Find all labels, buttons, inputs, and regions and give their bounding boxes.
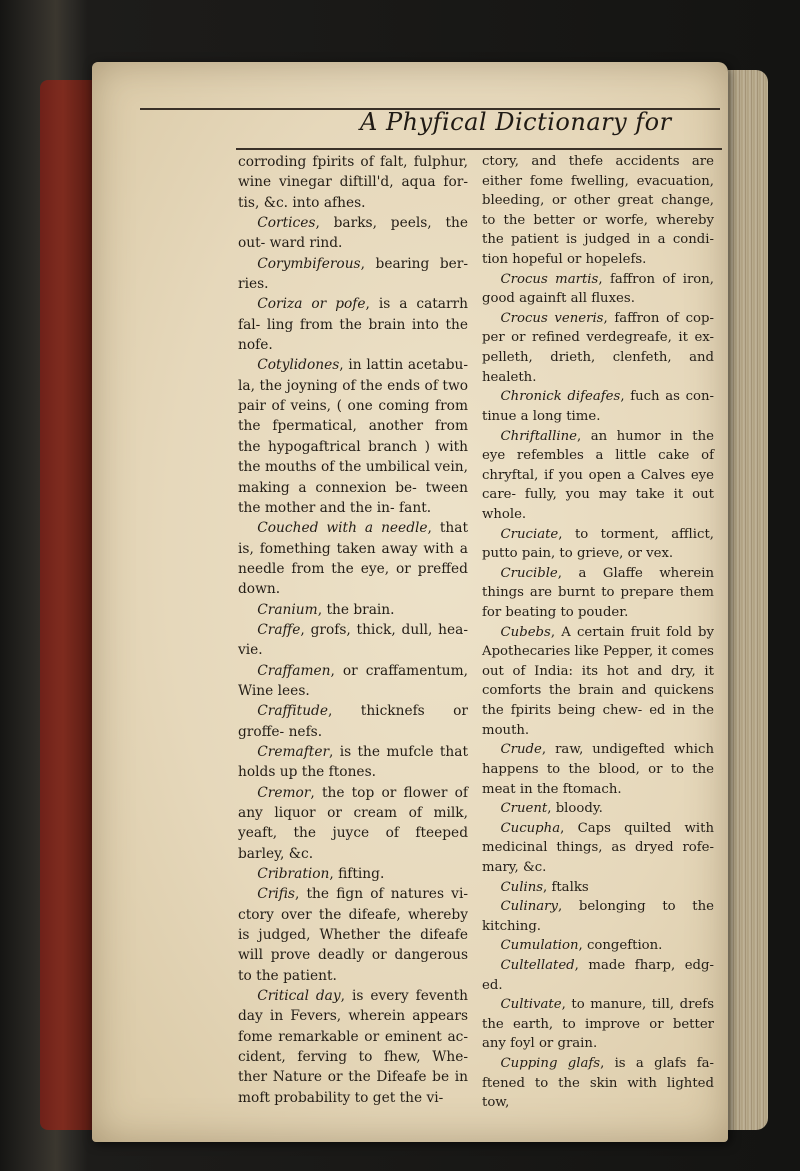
entry-definition: , Caps quilted with medicinal things, as dryed rofe- mary, &c. <box>482 820 714 875</box>
entry-term: Cumulation <box>500 938 579 954</box>
dictionary-entry <box>482 936 714 956</box>
dictionary-entry <box>482 152 714 270</box>
dictionary-entry <box>238 254 468 295</box>
dictionary-entry <box>482 623 714 741</box>
entry-term: Crocus martis <box>500 271 599 287</box>
entry-term: Crucible <box>500 565 558 581</box>
entry-definition: , A certain fruit fold by Apothecaries like Pepper, it comes out of India: its hot and dry, it comforts the brain and quickens the fpirits being chew- ed in the mouth. <box>482 624 714 738</box>
entry-definition: ctory, and thefe accidents are either fome fwelling, evacuation, bleeding, or other great change, to the better or worfe, whereby the patient is judged in a condi- tion hopeful or hopelefs. <box>482 154 714 268</box>
entry-term: Craffitude <box>257 703 329 720</box>
entry-term: Cotylidones <box>257 357 340 374</box>
dictionary-entry <box>482 897 714 936</box>
entry-term: Cucupha <box>500 820 561 836</box>
entry-term: Cupping glafs <box>500 1056 601 1072</box>
dictionary-entry <box>238 661 468 702</box>
dictionary-entry <box>482 525 714 564</box>
dictionary-entry <box>238 864 468 884</box>
entry-definition: , fifting. <box>329 866 385 883</box>
dictionary-entry <box>482 995 714 1054</box>
entry-term: Cranium <box>257 601 318 618</box>
dictionary-entry <box>238 620 468 661</box>
entry-definition: , raw, undigefted which happens to the blood, or to the meat in the ftomach. <box>482 742 714 797</box>
dictionary-entry <box>238 742 468 783</box>
running-header: A Phyfical Dictionary for <box>360 108 672 136</box>
entry-definition: , the fign of natures vi- ctory over the difeafe, whereby is judged, Whether the difeafe will prove deadly or dangerous to the patient. <box>238 886 468 984</box>
entry-definition: , or craffamentum, Wine lees. <box>238 662 468 699</box>
entry-definition: , is every feventh day in Fevers, wherein appears fome remarkable or eminent ac- cident, ferving to fhew, Whe- ther Nature or the Difeafe be in moft probability to get the vi- <box>238 988 468 1106</box>
entry-definition: , bearing ber- ries. <box>238 255 468 293</box>
dictionary-entry <box>238 355 468 518</box>
entry-term: Craffe <box>257 621 301 638</box>
entry-term: Culinary <box>500 899 558 915</box>
entry-term: Cortices <box>257 215 316 232</box>
entry-definition: , the brain. <box>317 601 395 618</box>
entry-term: Coriza or pofe <box>257 296 366 313</box>
entry-definition: , to torment, afflict, putto pain, to grieve, or vex. <box>482 526 714 562</box>
entry-definition: , thicknefs or groffe- nefs. <box>238 703 468 740</box>
left-column <box>238 152 468 1108</box>
dictionary-entry <box>238 701 468 742</box>
dictionary-entry <box>482 387 714 426</box>
entry-definition: , the top or flower of any liquor or cream of milk, yeaft, the juyce of fteeped barley, &c. <box>238 784 468 862</box>
dictionary-entry <box>482 740 714 799</box>
entry-definition: , is a catarrh fal- ling from the brain into the nofe. <box>238 296 468 354</box>
entry-definition: , belonging to the kitching. <box>482 899 714 934</box>
entry-term: Crifis <box>257 886 295 903</box>
entry-term: Cruciate <box>500 526 559 542</box>
dictionary-entry <box>238 783 468 864</box>
dictionary-entry <box>238 884 468 986</box>
dictionary-entry <box>238 294 468 355</box>
entry-term: Chronick difeafes <box>500 389 621 405</box>
dictionary-entry <box>482 799 714 819</box>
entry-term: Cribration <box>257 866 330 883</box>
entry-definition: , in lattin acetabu- la, the joyning of the ends of two pair of veins, ( one coming from the fpermatical, another from the hypogaftrical branch ) with the mouths of the umbilical vein, making a connexion be- tween the mother and the in- fant. <box>238 357 468 516</box>
header-rule <box>236 148 722 150</box>
entry-definition: , made fharp, edg- ed. <box>482 957 714 993</box>
entry-definition: , that is, fomething taken away with a needle from the eye, or preffed down. <box>238 520 468 598</box>
page-stack-edge <box>728 70 768 1130</box>
entry-definition: corroding fpirits of falt, fulphur, wine vinegar diftill'd, aqua for- tis, &c. into afhes. <box>238 154 468 211</box>
entry-term: Cremor <box>257 784 311 801</box>
right-column <box>482 152 714 1113</box>
dictionary-entry <box>238 518 468 599</box>
entry-definition: , a Glaffe wherein things are burnt to prepare them for beating to pouder. <box>482 565 714 621</box>
entry-term: Chriftalline <box>500 428 578 444</box>
entry-term: Critical day <box>257 988 341 1005</box>
dictionary-entry <box>482 819 714 878</box>
entry-definition: , faffron of cop- per or refined verdegreafe, it ex- pelleth, drieth, clenfeth, and healeth. <box>482 310 714 385</box>
entry-term: Corymbiferous <box>257 255 361 272</box>
entry-term: Culins <box>500 879 544 895</box>
entry-definition: , congeftion. <box>578 938 663 954</box>
entry-definition: , an humor in the eye refembles a little cake of chryftal, if you open a Calves eye care- fully, you may take it out whole. <box>482 428 714 522</box>
entry-definition: , faffron of iron, good againft all fluxes. <box>482 271 714 307</box>
dictionary-entry <box>238 152 468 213</box>
book-cover-edge <box>40 80 98 1130</box>
entry-term: Cubebs <box>500 624 551 640</box>
entry-definition: , fuch as con- tinue a long time. <box>482 389 714 424</box>
dictionary-entry <box>482 427 714 525</box>
dictionary-entry <box>482 878 714 898</box>
dictionary-entry <box>482 270 714 309</box>
entry-term: Couched with a needle <box>257 520 428 537</box>
entry-term: Cruent <box>500 801 548 817</box>
dictionary-entry <box>238 986 468 1108</box>
entry-definition: , barks, peels, the out- ward rind. <box>238 215 468 252</box>
dictionary-entry <box>482 956 714 995</box>
entry-term: Craffamen <box>257 662 331 679</box>
dictionary-entry <box>482 564 714 623</box>
entry-term: Crocus veneris <box>500 310 604 326</box>
entry-term: Crude <box>500 742 542 758</box>
dictionary-entry <box>482 309 714 387</box>
entry-definition: , is the mufcle that holds up the ftones. <box>238 743 468 781</box>
entry-term: Cultivate <box>500 997 562 1013</box>
dictionary-entry <box>482 1054 714 1113</box>
dictionary-entry <box>238 213 468 254</box>
entry-definition: , to manure, till, drefs the earth, to improve or better any foyl or grain. <box>482 997 714 1052</box>
entry-term: Cultellated <box>500 957 575 973</box>
entry-definition: , bloody. <box>547 801 603 817</box>
entry-definition: , grofs, thick, dull, hea- vie. <box>238 621 468 659</box>
entry-term: Cremafter <box>257 743 330 760</box>
entry-definition: , ftalks <box>543 879 589 895</box>
entry-definition: , is a glafs fa- ftened to the skin with lighted tow, <box>482 1056 714 1111</box>
dictionary-entry <box>238 600 468 620</box>
